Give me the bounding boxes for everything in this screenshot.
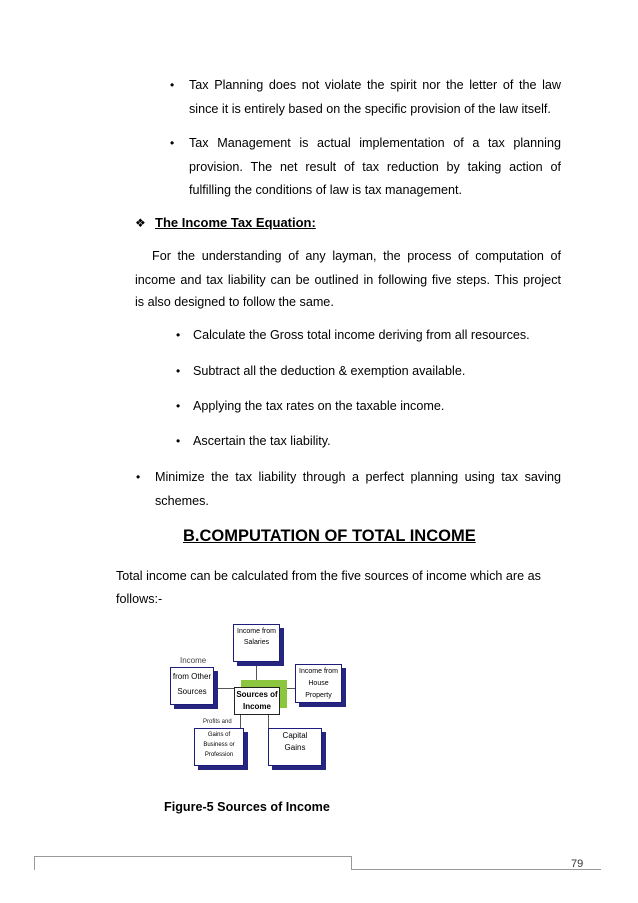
salaries-label: Income from <box>237 628 276 635</box>
salaries-label: Salaries <box>243 639 270 646</box>
paragraph-line: income and tax liability can be outlined in following five steps. This project <box>135 273 561 287</box>
bullet-dot: • <box>136 470 141 484</box>
bullet-dot: • <box>176 434 181 448</box>
diamond-bullet-icon: ❖ <box>135 216 146 230</box>
footer-rule <box>34 856 352 857</box>
connector-line <box>211 688 235 689</box>
bullet-text: Minimize the tax liability through a perfect planning using tax saving <box>155 470 561 484</box>
page-number: 79 <box>571 858 584 870</box>
bullet-text: Tax Management is actual implementation of a tax planning <box>189 136 561 150</box>
bullet-text: schemes. <box>155 494 209 508</box>
capital-gains-label: Capital <box>282 731 308 740</box>
capital-gains-label: Gains <box>284 743 306 752</box>
bullet-dot: • <box>176 399 181 413</box>
step-item: Calculate the Gross total income deriving from all resources. <box>193 328 530 342</box>
capital-gains-box <box>268 728 322 766</box>
profits-label: Profession <box>204 752 234 758</box>
bullet-text: fulfilling the conditions of law is tax management. <box>189 183 463 197</box>
other-sources-box <box>170 667 214 705</box>
sources-of-income-center <box>234 687 280 715</box>
connector-line <box>279 688 295 689</box>
bullet-text: since it is entirely based on the specific provision of the law itself. <box>189 102 551 116</box>
body-text: Total income can be calculated from the five sources of income which are as <box>116 569 541 583</box>
paragraph-line: For the understanding of any layman, the process of computation of <box>152 249 561 263</box>
center-label: Sources of Income <box>236 690 278 711</box>
bullet-text: provision. The net result of tax reduction by taking action of <box>189 160 561 174</box>
house-property-label: Property <box>305 692 332 699</box>
footer-rule <box>351 856 352 870</box>
bullet-text: Tax Planning does not violate the spirit nor the letter of the law <box>189 78 561 92</box>
step-item: Subtract all the deduction & exemption available. <box>193 364 466 378</box>
body-text: follows:- <box>116 592 163 606</box>
bullet-dot: • <box>170 78 175 92</box>
house-property-label: House <box>308 680 329 687</box>
profits-label: Business or <box>203 742 235 748</box>
paragraph-line: is also designed to follow the same. <box>135 295 334 309</box>
other-sources-label: from Other <box>172 672 212 681</box>
bullet-dot: • <box>176 364 181 378</box>
connector-line <box>256 661 257 687</box>
house-property-box <box>295 664 342 703</box>
profits-label: Profits and <box>203 719 232 725</box>
profits-business-box <box>194 728 244 766</box>
house-property-label: Income from <box>299 668 338 675</box>
other-sources-label: Income <box>180 656 207 665</box>
footer-rule <box>351 869 601 870</box>
section-title: The Income Tax Equation: <box>155 215 316 230</box>
profits-label: Gains of <box>207 732 231 738</box>
salaries-box <box>233 624 280 662</box>
step-item: Ascertain the tax liability. <box>193 434 331 448</box>
bullet-dot: • <box>170 136 175 150</box>
footer-rule <box>34 856 35 870</box>
other-sources-label: Sources <box>177 687 207 696</box>
main-heading: B.COMPUTATION OF TOTAL INCOME <box>183 527 476 545</box>
figure-caption: Figure-5 Sources of Income <box>164 800 330 814</box>
step-item: Applying the tax rates on the taxable income. <box>193 399 445 413</box>
bullet-dot: • <box>176 328 181 342</box>
